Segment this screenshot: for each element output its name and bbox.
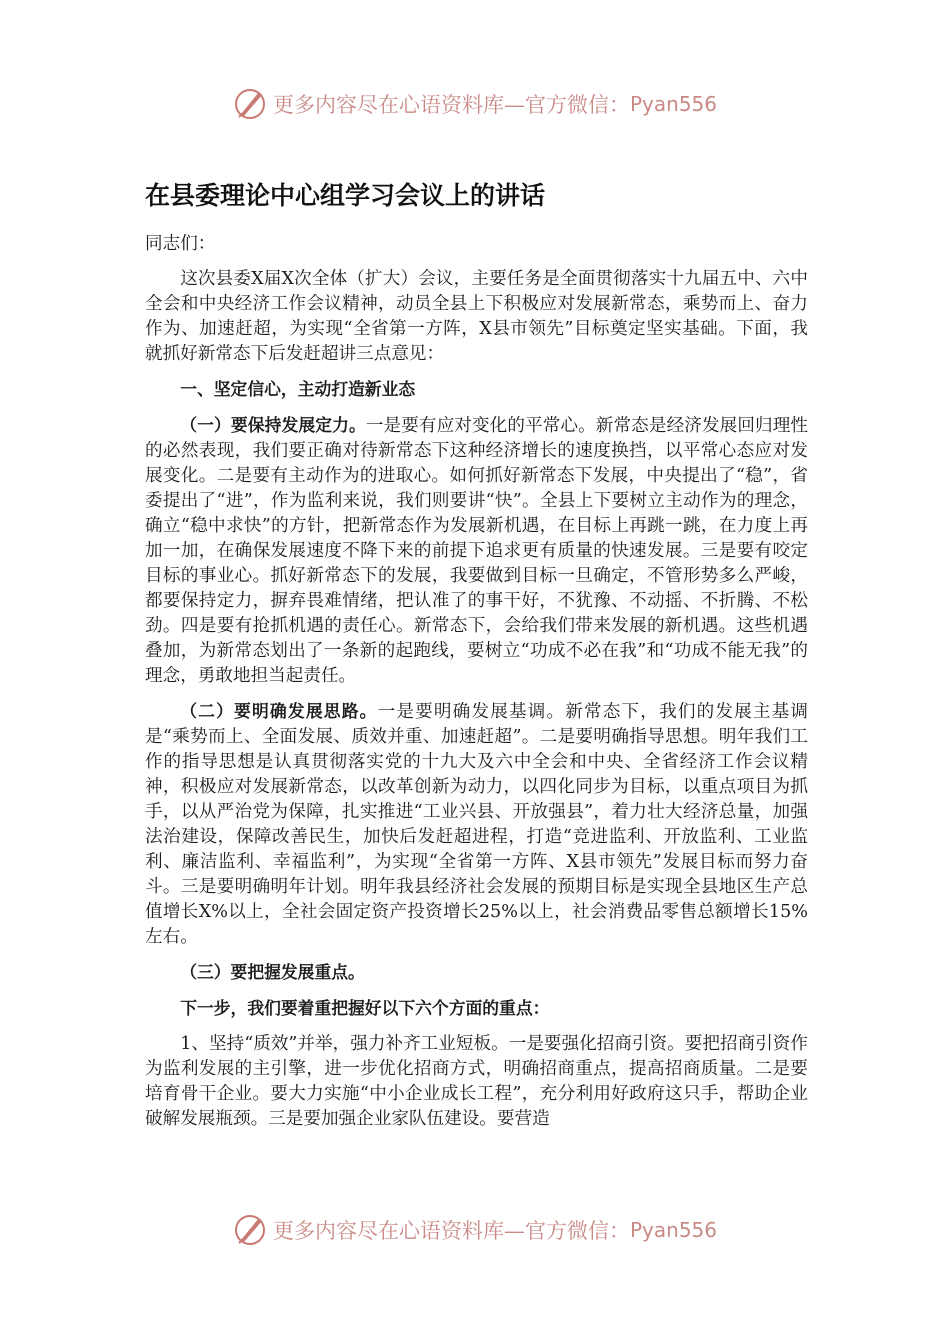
banner-text: 更多内容尽在心语资料库—官方微信：	[272, 93, 630, 117]
banner-wechat-id: Pyan556	[629, 1218, 717, 1242]
section-heading-1: 一、坚定信心，主动打造新业态	[180, 379, 416, 399]
banner-wechat-id: Pyan556	[629, 92, 717, 116]
paragraph-3-heading: （三）要把握发展重点。	[180, 962, 365, 982]
paragraph-1-body: 一是要有应对变化的平常心。新常态是经济发展回归理性的必然表现，我们要正确对待新常态下这种经济增长的速度换挡，以平常心态应对发展变化。二是要有主动作为的进取心。如何抓好新常态下发展，中央提出了“稳”，省委提出了“进”，作为监利来说，我们则要讲“快”。全县上下要树立主动作为的理念，确立“稳中求快”的方针，把新常态作为发展新机遇，在目标上再跳一跳，在力度上再加一加，在确保发展速度不降下来的前提下追求更有质量的快速发展。三是要有咬定目标的事业心。抓好新常态下的发展，我要做到目标一旦确定，不管形势多么严峻，都要保持定力，摒弃畏难情绪，把认准了的事干好，不犹豫、不动摇、不折腾、不松劲。四是要有抢抓机遇的责任心。新常态下，会给我们带来发展的新机遇。这些机遇叠加，为新常态划出了一条新的起跑线，要树立“功成不必在我”和“功成不能无我”的理念，勇敢地担当起责任。	[145, 416, 808, 686]
document-title: 在县委理论中心组学习会议上的讲话	[145, 181, 546, 210]
paragraph-1-heading: （一）要保持发展定力。	[180, 415, 366, 435]
paragraph-2-body: 一是要明确发展基调。新常态下，我们的发展主基调是“乘势而上、全面发展、质效并重、加速赶超”。二是要明确指导思想。明年我们工作的指导思想是认真贯彻落实党的十九大及六中全会和中央、全省经济工作会议精神，积极应对发展新常态，以改革创新为动力，以四化同步为目标，以重点项目为抓手，以从严治党为保障，扎实推进“工业兴县、开放强县”，着力壮大经济总量，加强法治建设，保障改善民生，加快后发赶超进程，打造“竞进监利、开放监利、工业监利、廉洁监利、幸福监利”，为实现“全省第一方阵、X县市领先”发展目标而努力奋斗。三是要明确明年计划。明年我县经济社会发展的预期目标是实现全县地区生产总值增长X%以上，全社会固定资产投资增长25%以上，社会消费品零售总额增长15%左右。	[145, 702, 808, 947]
header-banner	[0, 84, 950, 124]
paragraph-1	[145, 413, 808, 689]
paragraph-4-heading: 下一步，我们要着重把握好以下六个方面的重点：	[180, 998, 550, 1018]
banner-text: 更多内容尽在心语资料库—官方微信：	[272, 1219, 630, 1243]
paragraph-2-heading: （二）要明确发展思路。	[180, 701, 378, 721]
greeting: 同志们：	[145, 234, 216, 254]
quill-pen-logo-icon	[233, 86, 269, 122]
paragraph-5: 1、坚持“质效”并举，强力补齐工业短板。一是要强化招商引资。要把招商引资作为监利发展的主引擎，进一步优化招商方式，明确招商重点，提高招商质量。二是要培育骨干企业。要大力实施“中小企业成长工程”，充分利用好政府这只手，帮助企业破解发展瓶颈。三是要加强企业家队伍建设。要营造	[145, 1034, 808, 1129]
intro-paragraph: 这次县委X届X次全体（扩大）会议，主要任务是全面贯彻落实十九届五中、六中全会和中央经济工作会议精神，动员全县上下积极应对发展新常态，乘势而上、奋力作为、加速赶超，为实现“全省第一方阵，X县市领先”目标奠定坚实基础。下面，我就抓好新常态下后发赶超讲三点意见：	[145, 269, 808, 364]
footer-banner	[0, 1210, 950, 1250]
document-body	[145, 232, 808, 1142]
quill-pen-logo-icon	[233, 1212, 269, 1248]
paragraph-2	[145, 699, 808, 950]
